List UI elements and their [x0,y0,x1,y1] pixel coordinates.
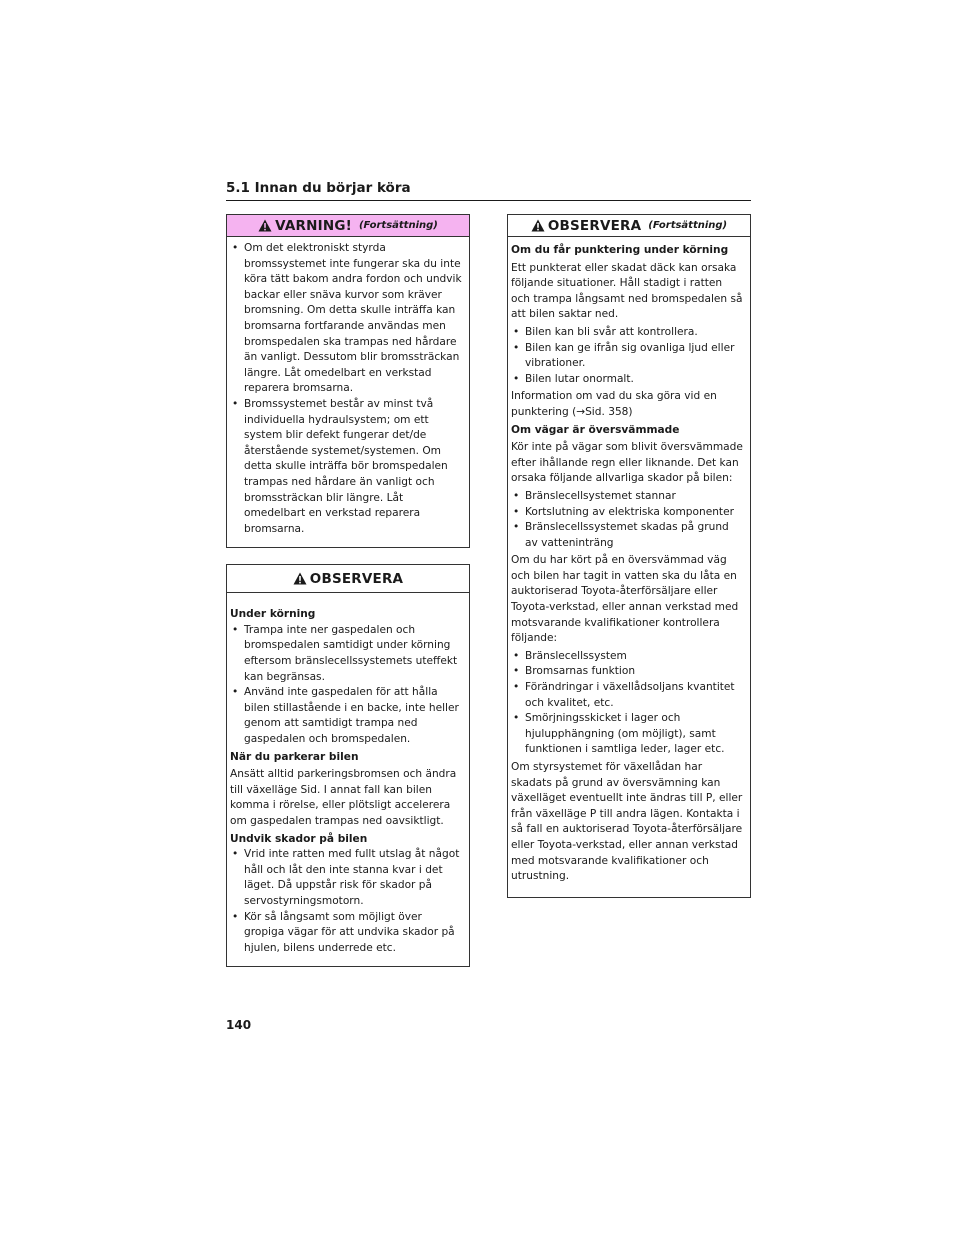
list-item: • Smörjningsskicket i lager och hjulupphängning (om möjligt), samt funktionen i samtliga leder, lager etc. [511,711,744,758]
page-number: 140 [226,1018,252,1032]
list-item: • Kör så långsamt som möjligt över gropiga vägar för att undvika skador på hjulen, bilens underrede etc. [230,910,463,957]
section-title: 5.1 Innan du börjar köra [226,180,751,201]
warning-box [226,214,470,548]
warning-triangle-icon [531,219,545,232]
list-item: • Bilen kan bli svår att kontrollera. [511,325,744,341]
warning-body [227,237,469,547]
puncture-text: Ett punkterat eller skadat däck kan orsaka följande situationer. Håll stadigt i ratten och trampa långsamt ned bromspedalen så att bilen saktar ned. [511,261,743,321]
list-item: • Bränslecellssystemet skadas på grund av vatteninträng [511,520,744,551]
list-item: • Bromssystemet består av minst två individuella hydraulsystem; om ett system blir defekt fungerar det/de återstående systemet/systemen. Om detta skulle inträffa bör bromspedalen trampas ned hårdare än vanligt och bromssträckan blir längre. Låt omedelbart en verkstad reparera bromsarna. [230,397,463,537]
notice-title: OBSERVERA [309,570,404,587]
notice-continued: (Fortsättning) [648,220,728,231]
notice-body [227,593,469,966]
list-item: • Förändringar i växellådsoljans kvantitet och kvalitet, etc. [511,680,744,711]
subheading-avoid-damage: Undvik skador på bilen [230,832,368,845]
list-item: • Trampa inte ner gaspedalen och bromspedalen samtidigt under körning eftersom bränslecellssystemets uteffekt kan begränsas. [230,623,463,685]
list-item: • Bilen lutar onormalt. [511,372,744,388]
warning-list [230,241,463,537]
flooded-inspection-list [511,649,744,758]
list-item: • Kortslutning av elektriska komponenter [511,505,744,521]
flooded-inspection-text: Om du har kört på en översvämmad väg och bilen har tagit in vatten ska du låta en auktoriserad Toyota-återförsäljare eller Toyota-verkstad, eller annan verkstad med motsvarande kvalifikationer kontrollera följande: [511,554,739,645]
list-item: • Bromsarnas funktion [511,664,744,680]
warning-box-header [227,215,469,237]
right-column [507,214,751,914]
subheading-puncture: Om du får punktering under körning [511,244,729,256]
list-item: • Om det elektroniskt styrda bromssystemet inte fungerar ska du inte köra tätt bakom andra fordon och undvik backar eller snäva kurvor som kräver bromsning. Om detta skulle inträffa kan bromsarna fortfarande användas men bromspedalen ska trampas ned hårdare än vanligt. Dessutom blir bromssträckan längre. Låt omedelbart en verkstad reparera bromsarna. [230,241,463,397]
notice-box-header [508,215,750,237]
transmission-text: Om styrsystemet för växellådan har skadats på grund av översvämning kan växelläget eventuellt inte ändras till P, eller från växelläge P till andra lägen. Kontakta i så fall en auktoriserad Toyota-återförsäljare eller Toyota-verkstad, eller annan verkstad med motsvarande kvalifikationer och utrustning. [511,761,743,883]
subheading-driving: Under körning [230,608,316,621]
avoid-damage-list [230,847,463,956]
driving-list [230,623,463,748]
list-item: • Vrid inte ratten med fullt utslag åt något håll och låt den inte stanna kvar i det läget. Då uppstår risk för skador på servostyrningsmotorn. [230,847,463,909]
notice-box-right [507,214,751,898]
list-item: • Bränslecellsystemet stannar [511,489,744,505]
subheading-parking: När du parkerar bilen [230,750,359,763]
list-item: • Bilen kan ge ifrån sig ovanliga ljud eller vibrationer. [511,341,744,372]
notice-box-header [227,565,469,593]
notice-body [508,237,750,897]
parking-text: Ansätt alltid parkeringsbromsen och ändra till växelläge Sid. I annat fall kan bilen komma i rörelse, eller plötsligt accelerera om gaspedalen trampas ned oavsiktligt. [230,768,457,827]
warning-triangle-icon [293,572,307,585]
notice-box-left [226,564,470,967]
subheading-flooded-roads: Om vägar är översvämmade [511,423,680,436]
left-column [226,214,470,983]
warning-continued: (Fortsättning) [358,220,438,231]
puncture-reference: Information om vad du ska göra vid en punktering (→Sid. 358) [511,390,717,418]
warning-triangle-icon [258,219,272,232]
flooded-text: Kör inte på vägar som blivit översvämmade efter ihållande regn eller liknande. Det kan orsaka följande allvarliga skador på bilen: [511,441,743,485]
notice-title: OBSERVERA [547,217,642,234]
flooded-damage-list [511,489,744,551]
puncture-list [511,325,744,387]
list-item: • Bränslecellssystem [511,649,744,665]
warning-title: VARNING! [275,217,352,234]
list-item: • Använd inte gaspedalen för att hålla bilen stillastående i en backe, inte heller genom att samtidigt trampa ned gaspedalen och bromspedalen. [230,685,463,747]
